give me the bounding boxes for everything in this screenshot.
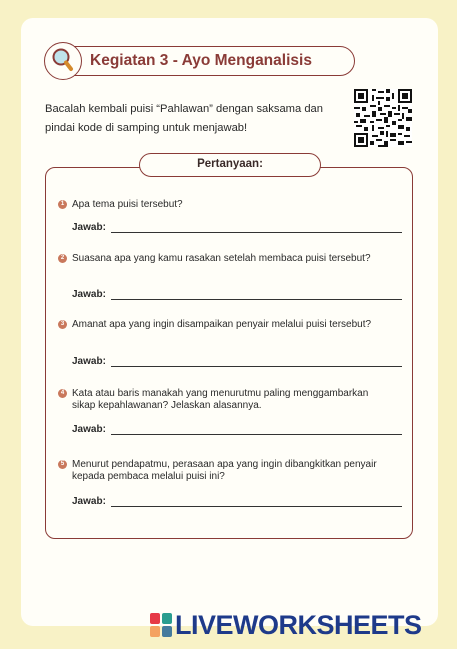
question-number-3: 3 xyxy=(58,320,67,329)
question-text-4: Kata atau baris manakah yang menurutmu paling menggambarkan sikap kepahlawanan? Jelaskan alasannya. xyxy=(72,388,369,411)
question-number-5: 5 xyxy=(58,460,67,469)
answer-line-3[interactable] xyxy=(111,366,402,367)
question-text-2: Suasana apa yang kamu rasakan setelah membaca puisi tersebut? xyxy=(72,253,371,264)
liveworksheets-logo-icon xyxy=(150,613,172,637)
answer-label-1: Jawab: xyxy=(72,222,106,233)
activity-title: Kegiatan 3 - Ayo Menganalisis xyxy=(90,52,312,69)
liveworksheets-wordmark: LIVEWORKSHEETS xyxy=(175,610,422,640)
magnifier-icon xyxy=(44,42,82,80)
question-text-1: Apa tema puisi tersebut? xyxy=(72,199,183,210)
answer-line-2[interactable] xyxy=(111,299,402,300)
answer-label-5: Jawab: xyxy=(72,496,106,507)
answer-label-3: Jawab: xyxy=(72,356,106,367)
question-text-3: Amanat apa yang ingin disampaikan penyair melalui puisi tersebut? xyxy=(72,319,372,330)
question-number-4: 4 xyxy=(58,389,67,398)
answer-label-4: Jawab: xyxy=(72,424,106,435)
question-number-1: 1 xyxy=(58,200,67,209)
questions-header: Pertanyaan: xyxy=(139,153,321,177)
answer-line-4[interactable] xyxy=(111,434,402,435)
answer-label-2: Jawab: xyxy=(72,289,106,300)
question-text-5: Menurut pendapatmu, perasaan apa yang ingin dibangkitkan penyair kepada pembaca melalui puisi ini? xyxy=(72,459,377,482)
qr-code-icon[interactable] xyxy=(354,89,412,147)
answer-line-5[interactable] xyxy=(111,506,402,507)
question-number-2: 2 xyxy=(58,254,67,263)
answer-line-1[interactable] xyxy=(111,232,402,233)
intro-text: Bacalah kembali puisi “Pahlawan” dengan saksama dan pindai kode di samping untuk menjawab! xyxy=(45,103,323,134)
